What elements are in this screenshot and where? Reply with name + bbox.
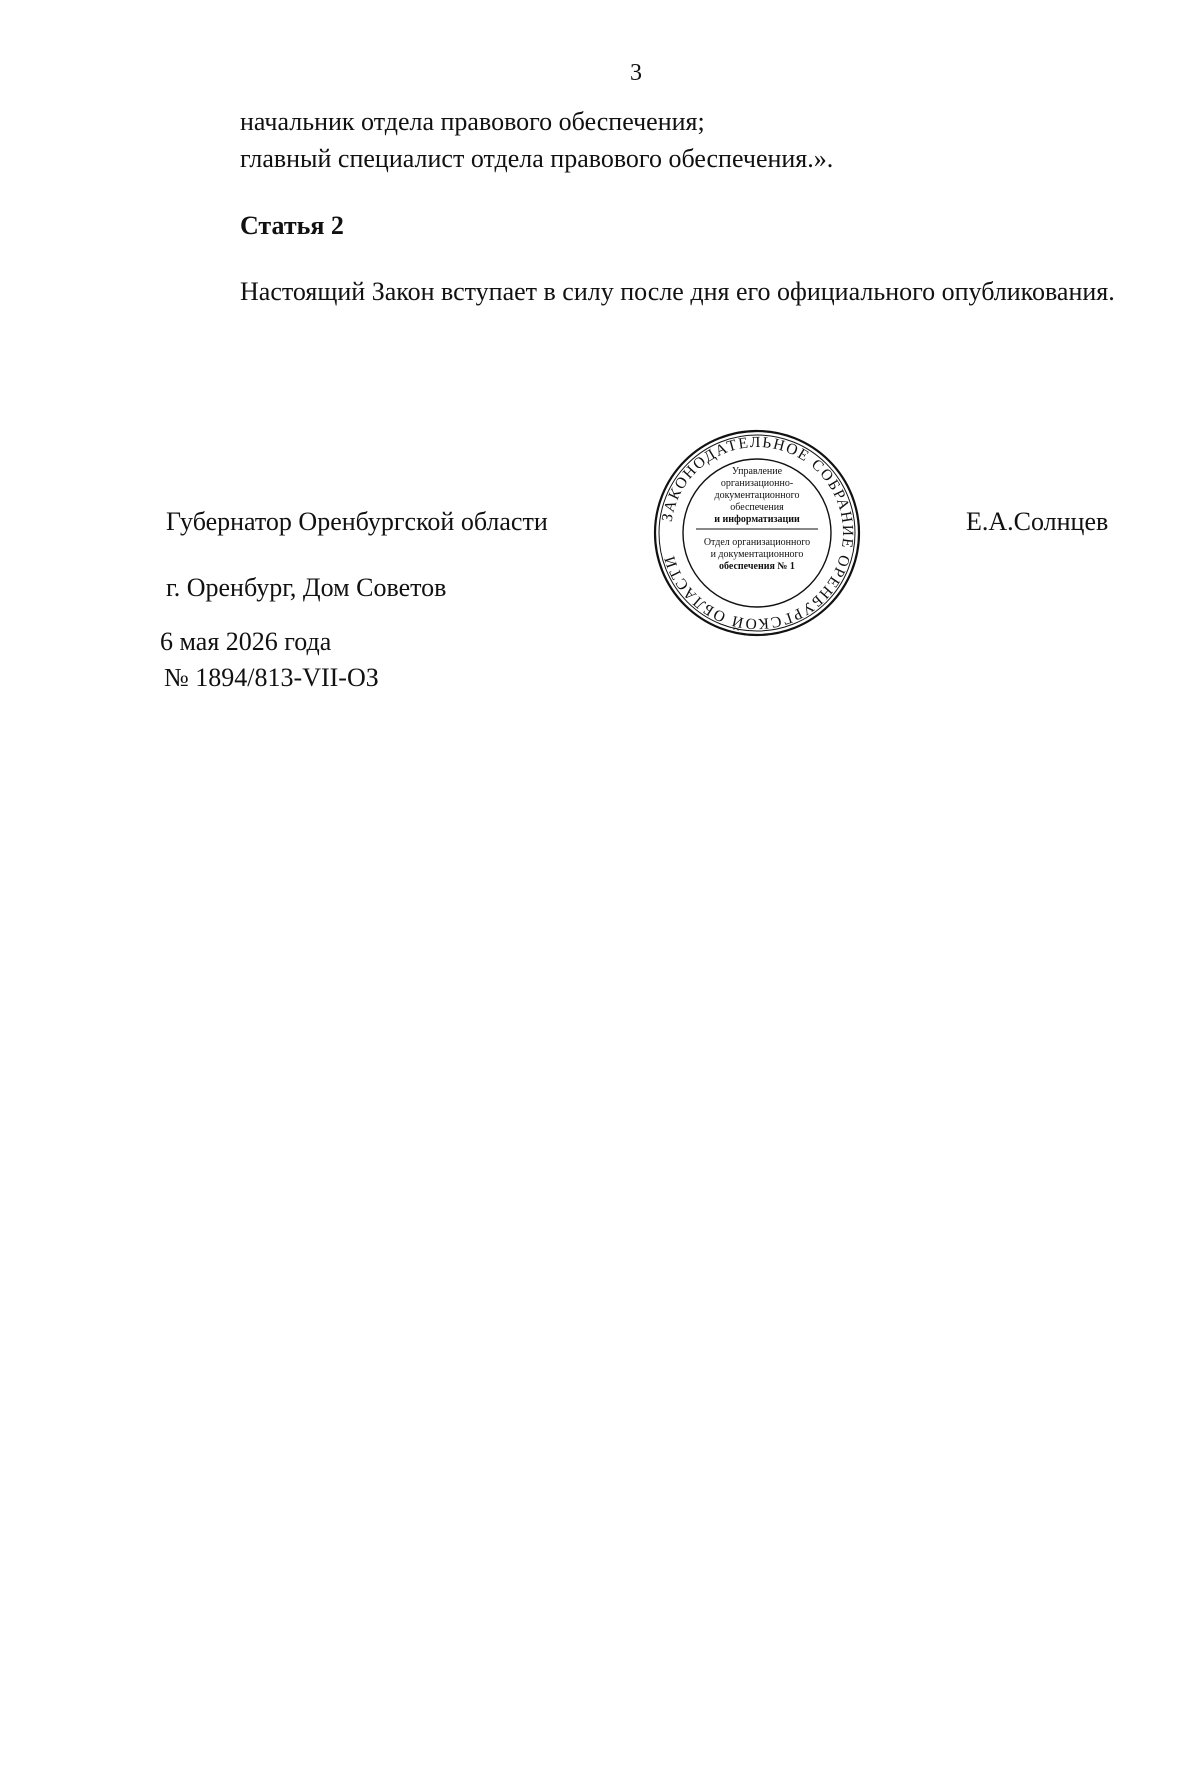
signing-date: 6 мая 2026 года [160, 627, 332, 656]
article-heading: Статья 2 [240, 211, 344, 240]
svg-text:обеспечения № 1: обеспечения № 1 [719, 561, 795, 572]
page-number: 3 [630, 60, 642, 86]
article-text: Настоящий Закон вступает в силу после дня его официального опубликования. [240, 277, 1115, 306]
seal-center-text [696, 466, 818, 572]
svg-text:обеспечения: обеспечения [730, 502, 784, 513]
official-seal [652, 428, 862, 638]
signing-place: г. Оренбург, Дом Советов [166, 573, 447, 602]
svg-text:и документационного: и документационного [710, 549, 804, 560]
list-item-chief-specialist: главный специалист отдела правового обеспечения.». [240, 144, 834, 173]
svg-text:и информатизации: и информатизации [714, 514, 800, 525]
law-number: № 1894/813-VII-ОЗ [164, 663, 379, 692]
list-item-head-of-legal-department: начальник отдела правового обеспечения; [240, 107, 705, 136]
svg-text:Управление: Управление [731, 466, 783, 477]
seal-outer-border [655, 431, 859, 635]
signatory-name: Е.А.Солнцев [966, 507, 1109, 536]
svg-text:документационного: документационного [714, 490, 800, 501]
signatory-position: Губернатор Оренбургской области [166, 507, 548, 536]
seal-ring-text: ЗАКОНОДАТЕЛЬНОЕ СОБРАНИЕ ОРЕНБУРГСКОЙ ОБЛАСТИ [658, 433, 857, 633]
svg-text:Отдел организационного: Отдел организационного [703, 537, 811, 548]
svg-text:организационно-: организационно- [720, 478, 794, 489]
